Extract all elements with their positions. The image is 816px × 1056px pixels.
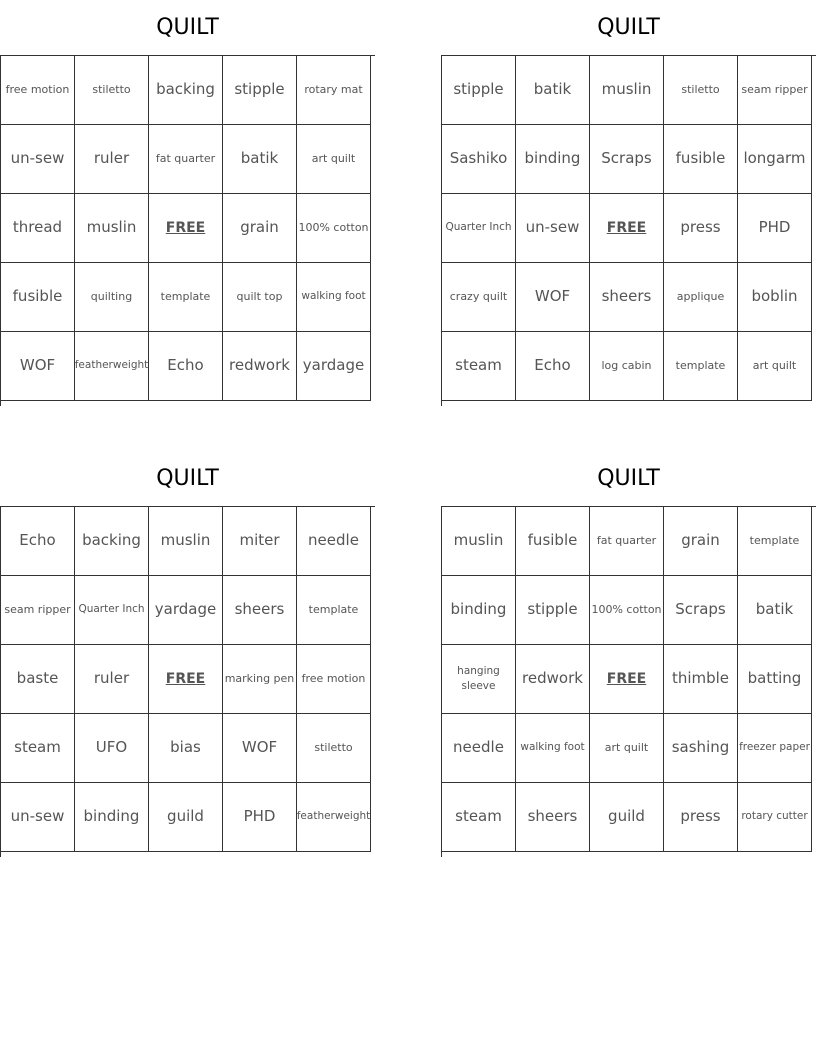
bingo-cell: fat quarter (149, 125, 223, 194)
bingo-cell: crazy quilt (442, 263, 516, 332)
bingo-cell: free motion (297, 645, 371, 714)
bingo-cell: fusible (664, 125, 738, 194)
bingo-cell: sheers (590, 263, 664, 332)
bingo-cell: sheers (516, 783, 590, 852)
bingo-cell: muslin (442, 507, 516, 576)
bingo-cell: press (664, 194, 738, 263)
bingo-cell: boblin (738, 263, 812, 332)
bingo-cell: freezer paper (738, 714, 812, 783)
bingo-cell: rotary mat (297, 56, 371, 125)
bingo-cell: batting (738, 645, 812, 714)
bingo-cell: redwork (516, 645, 590, 714)
bingo-cell: guild (149, 783, 223, 852)
bingo-cell: longarm (738, 125, 812, 194)
free-space-cell: FREE (590, 645, 664, 714)
free-space-cell: FREE (149, 645, 223, 714)
bingo-cell: needle (442, 714, 516, 783)
bingo-cell: art quilt (297, 125, 371, 194)
bingo-cell: muslin (75, 194, 149, 263)
bingo-cell: muslin (149, 507, 223, 576)
card-title: QUILT (597, 466, 660, 491)
bingo-cell: PHD (223, 783, 297, 852)
bingo-cell: steam (442, 332, 516, 401)
bingo-grid (441, 506, 816, 857)
bingo-cell: applique (664, 263, 738, 332)
bingo-cell: WOF (1, 332, 75, 401)
bingo-cell: quilting (75, 263, 149, 332)
bingo-cell: steam (442, 783, 516, 852)
bingo-cell: yardage (297, 332, 371, 401)
bingo-cell: stipple (223, 56, 297, 125)
bingo-card-4 (441, 451, 816, 857)
bingo-card-3 (0, 451, 375, 857)
bingo-cell: log cabin (590, 332, 664, 401)
bingo-cell: featherweight (297, 783, 371, 852)
bingo-cell: guild (590, 783, 664, 852)
bingo-cell: Echo (1, 507, 75, 576)
bingo-cell: 100% cotton (590, 576, 664, 645)
bingo-cell: Quarter Inch (75, 576, 149, 645)
free-space-cell: FREE (590, 194, 664, 263)
bingo-cell: fusible (1, 263, 75, 332)
bingo-cell: batik (738, 576, 812, 645)
bingo-cell: stiletto (664, 56, 738, 125)
bingo-cell: backing (149, 56, 223, 125)
bingo-cell: fusible (516, 507, 590, 576)
bingo-cell: WOF (223, 714, 297, 783)
bingo-cell: Scraps (664, 576, 738, 645)
bingo-cell: art quilt (738, 332, 812, 401)
bingo-cell: yardage (149, 576, 223, 645)
bingo-cell: Sashiko (442, 125, 516, 194)
bingo-cell: muslin (590, 56, 664, 125)
bingo-cell: binding (442, 576, 516, 645)
bingo-cell: Scraps (590, 125, 664, 194)
bingo-cell: template (664, 332, 738, 401)
bingo-cell: miter (223, 507, 297, 576)
bingo-cell: grain (664, 507, 738, 576)
bingo-cell: ruler (75, 645, 149, 714)
bingo-cell: template (297, 576, 371, 645)
bingo-cell: bias (149, 714, 223, 783)
bingo-cell: backing (75, 507, 149, 576)
bingo-cell: batik (223, 125, 297, 194)
card-title: QUILT (156, 466, 219, 491)
bingo-cell: steam (1, 714, 75, 783)
bingo-card-2 (441, 0, 816, 406)
bingo-cell: ruler (75, 125, 149, 194)
bingo-cell: 100% cotton (297, 194, 371, 263)
bingo-cell: Echo (516, 332, 590, 401)
bingo-cell: PHD (738, 194, 812, 263)
bingo-cell: un-sew (516, 194, 590, 263)
bingo-grid (441, 55, 816, 406)
bingo-cell: binding (516, 125, 590, 194)
bingo-grid (0, 55, 375, 406)
bingo-cell: un-sew (1, 783, 75, 852)
bingo-cell: press (664, 783, 738, 852)
bingo-cell: walking foot (297, 263, 371, 332)
bingo-cell: featherweight (75, 332, 149, 401)
bingo-cell: Echo (149, 332, 223, 401)
card-title: QUILT (597, 15, 660, 40)
bingo-cell: grain (223, 194, 297, 263)
bingo-cell: thread (1, 194, 75, 263)
card-title: QUILT (156, 15, 219, 40)
bingo-cell: sheers (223, 576, 297, 645)
bingo-cell: WOF (516, 263, 590, 332)
bingo-cell: un-sew (1, 125, 75, 194)
bingo-cell: seam ripper (1, 576, 75, 645)
bingo-cell: binding (75, 783, 149, 852)
bingo-cell: walking foot (516, 714, 590, 783)
bingo-card-1 (0, 0, 375, 406)
bingo-cell: redwork (223, 332, 297, 401)
bingo-grid (0, 506, 375, 857)
bingo-cell: seam ripper (738, 56, 812, 125)
bingo-cell: baste (1, 645, 75, 714)
bingo-cell: stipple (516, 576, 590, 645)
bingo-cell: thimble (664, 645, 738, 714)
bingo-cell: template (149, 263, 223, 332)
bingo-cell: Quarter Inch (442, 194, 516, 263)
free-space-cell: FREE (149, 194, 223, 263)
bingo-cell: art quilt (590, 714, 664, 783)
bingo-cell: stiletto (75, 56, 149, 125)
bingo-cell: fat quarter (590, 507, 664, 576)
bingo-cell: free motion (1, 56, 75, 125)
bingo-cell: UFO (75, 714, 149, 783)
bingo-cell: sashing (664, 714, 738, 783)
bingo-cell: needle (297, 507, 371, 576)
bingo-cell: batik (516, 56, 590, 125)
bingo-cell: stiletto (297, 714, 371, 783)
bingo-cell: marking pen (223, 645, 297, 714)
bingo-cell: quilt top (223, 263, 297, 332)
bingo-cell: stipple (442, 56, 516, 125)
bingo-cell: hanging sleeve (442, 645, 516, 714)
bingo-cell: rotary cutter (738, 783, 812, 852)
bingo-cell: template (738, 507, 812, 576)
